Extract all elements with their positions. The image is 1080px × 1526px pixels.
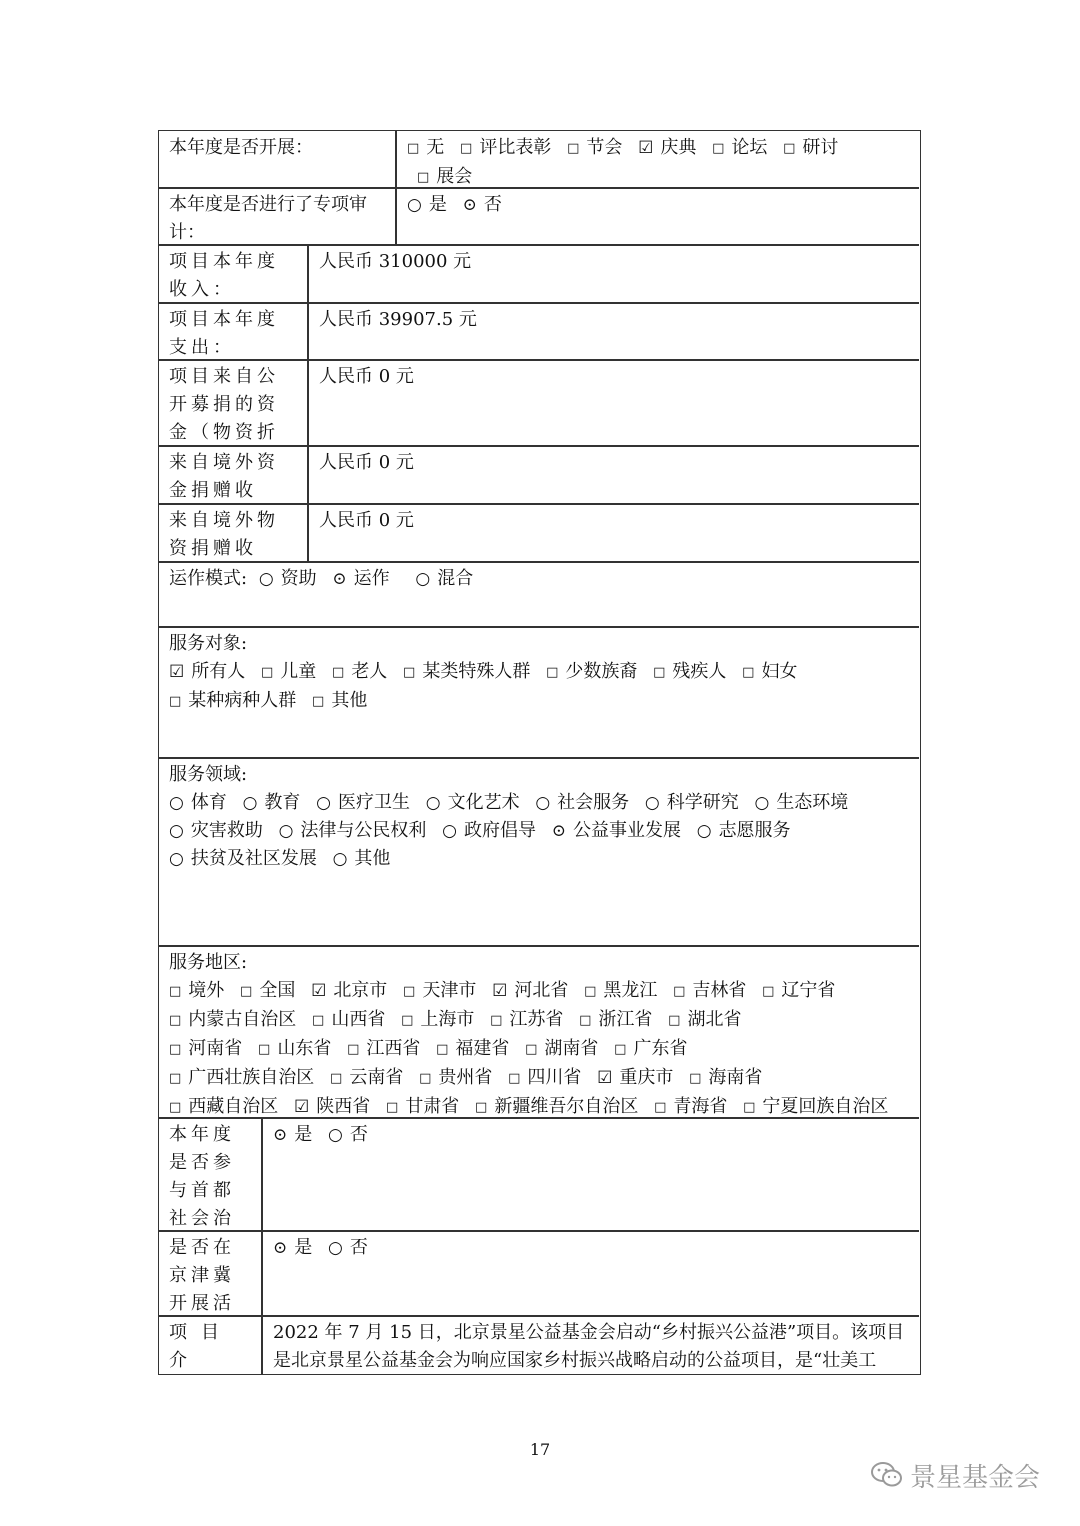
activities-options	[397, 131, 919, 187]
field-option[interactable]: ○ 法律与公民权利	[278, 820, 427, 841]
region-option[interactable]: □ 宁夏回族自治区	[743, 1096, 889, 1117]
region-option[interactable]: □ 新疆维吾尔自治区	[475, 1096, 639, 1117]
region-option[interactable]: □ 福建省	[436, 1038, 510, 1059]
page-number: 17	[529, 1440, 551, 1459]
region-option[interactable]: ☑ 河北省	[492, 980, 569, 1001]
region-option[interactable]: □ 上海市	[401, 1009, 475, 1030]
intro-text: 2022 年 7 月 15 日，北京景星公益基金会启动“乡村振兴公益港”项目。该项目是北京景星公益基金会为响应国家乡村振兴战略启动的公益项目，是“壮美工	[273, 1322, 905, 1371]
region-option[interactable]: □ 天津市	[403, 980, 477, 1001]
target-option[interactable]: □ 残疾人	[653, 661, 727, 682]
foreign-goods-label: 来自境外物资捐赠收	[169, 510, 279, 559]
service-fields-label: 服务领域:	[169, 764, 248, 785]
region-option[interactable]: □ 黑龙江	[584, 980, 658, 1001]
foreign-fund-label: 来自境外资金捐赠收	[169, 452, 279, 501]
region-option[interactable]: □ 山西省	[312, 1009, 386, 1030]
intro-label: 项目介	[169, 1322, 233, 1371]
region-option[interactable]: □ 山东省	[258, 1038, 332, 1059]
governance-yes-radio[interactable]: ⊙ 是	[273, 1124, 313, 1145]
region-option[interactable]: □ 海南省	[689, 1067, 763, 1088]
activity-option[interactable]: □ 展会	[417, 166, 473, 187]
public-fund-label: 项目来自公开募捐的资金（物资折	[169, 366, 279, 443]
operation-mode	[159, 562, 919, 626]
activity-option[interactable]: □ 无	[407, 137, 445, 158]
field-option[interactable]: ○ 社会服务	[535, 792, 630, 813]
region-option[interactable]: ☑ 陕西省	[294, 1096, 371, 1117]
field-option[interactable]: ○ 文化艺术	[425, 792, 520, 813]
service-targets-label: 服务对象:	[169, 633, 248, 654]
region-option[interactable]: □ 四川省	[508, 1067, 582, 1088]
activity-option[interactable]: □ 评比表彰	[460, 137, 552, 158]
region-option[interactable]: □ 广东省	[614, 1038, 688, 1059]
region-option[interactable]: □ 云南省	[330, 1067, 404, 1088]
service-regions-label: 服务地区:	[169, 952, 248, 973]
mode-option[interactable]: ○ 混合	[415, 568, 474, 589]
activities-label: 本年度是否开展：	[169, 137, 313, 158]
watermark	[870, 1455, 1060, 1495]
field-option[interactable]: ○ 科学研究	[644, 792, 739, 813]
target-option[interactable]: □ 少数族裔	[546, 661, 638, 682]
expense-value: 人民币 39907.5 元	[319, 309, 477, 330]
region-option[interactable]: □ 湖北省	[668, 1009, 742, 1030]
target-option[interactable]: □ 儿童	[260, 661, 317, 682]
operation-mode-label: 运作模式:	[169, 568, 248, 589]
jingjinji-no-radio[interactable]: ○ 否	[327, 1237, 368, 1258]
region-option[interactable]: ☑ 重庆市	[597, 1067, 674, 1088]
region-option[interactable]: □ 吉林省	[673, 980, 747, 1001]
service-regions	[159, 946, 919, 1117]
activity-option[interactable]: □ 研讨	[783, 137, 839, 158]
wechat-icon	[870, 1460, 904, 1490]
jingjinji-options	[263, 1231, 919, 1315]
region-option[interactable]: □ 西藏自治区	[169, 1096, 279, 1117]
region-option[interactable]: □ 湖南省	[525, 1038, 599, 1059]
field-option[interactable]: ○ 灾害救助	[169, 820, 263, 841]
field-option[interactable]: ○ 扶贫及社区发展	[169, 848, 317, 869]
target-option[interactable]: ☑ 所有人	[169, 661, 246, 682]
watermark-text: 景星基金会	[910, 1462, 1041, 1493]
governance-label: 本年度是否参与首都社会治	[169, 1124, 235, 1229]
target-option[interactable]: □ 老人	[332, 661, 388, 682]
activity-option[interactable]: □ 节会	[567, 137, 623, 158]
field-option[interactable]: ○ 志愿服务	[696, 820, 791, 841]
governance-options	[263, 1118, 919, 1230]
region-option[interactable]: □ 甘肃省	[386, 1096, 460, 1117]
foreign-goods-value: 人民币 0 元	[319, 510, 414, 531]
service-fields	[159, 758, 919, 945]
target-option[interactable]: □ 妇女	[742, 661, 798, 682]
service-targets	[159, 627, 919, 757]
region-option[interactable]: □ 广西壮族自治区	[169, 1067, 315, 1088]
region-option[interactable]: □ 辽宁省	[762, 980, 836, 1001]
region-option[interactable]: □ 河南省	[169, 1038, 243, 1059]
field-option[interactable]: ○ 生态环境	[754, 792, 849, 813]
region-option[interactable]: □ 境外	[169, 980, 225, 1001]
field-option[interactable]: ○ 其他	[332, 848, 391, 869]
mode-option[interactable]: ○ 资助	[258, 568, 317, 589]
governance-no-radio[interactable]: ○ 否	[327, 1124, 368, 1145]
income-value: 人民币 310000 元	[319, 251, 472, 272]
field-option[interactable]: ○ 教育	[242, 792, 301, 813]
jingjinji-yes-radio[interactable]: ⊙ 是	[273, 1237, 313, 1258]
foreign-fund-value: 人民币 0 元	[319, 452, 414, 473]
target-option[interactable]: □ 某种病种人群	[169, 690, 297, 711]
expense-label: 项目本年度支出：	[169, 309, 279, 358]
field-option[interactable]: ○ 政府倡导	[442, 820, 536, 841]
audit-no-radio[interactable]: ⊙ 否	[462, 194, 502, 215]
public-fund-value: 人民币 0 元	[319, 366, 414, 387]
mode-option[interactable]: ⊙ 运作	[332, 568, 390, 589]
region-option[interactable]: □ 江西省	[347, 1038, 421, 1059]
field-option[interactable]: ⊙ 公益事业发展	[551, 820, 681, 841]
activity-option[interactable]: □ 论坛	[712, 137, 768, 158]
field-option[interactable]: ○ 医疗卫生	[316, 792, 410, 813]
audit-yes-radio[interactable]: ○ 是	[407, 194, 447, 215]
region-option[interactable]: □ 内蒙古自治区	[169, 1009, 297, 1030]
region-option[interactable]: □ 青海省	[654, 1096, 728, 1117]
jingjinji-label: 是否在京津冀开展活	[169, 1237, 235, 1314]
target-option[interactable]: □ 其他	[312, 690, 368, 711]
audit-options	[397, 188, 919, 244]
target-option[interactable]: □ 某类特殊人群	[403, 661, 531, 682]
region-option[interactable]: □ 贵州省	[419, 1067, 493, 1088]
region-option[interactable]: □ 全国	[240, 980, 296, 1001]
income-label: 项目本年度收入：	[169, 251, 279, 300]
activity-option[interactable]: ☑ 庆典	[638, 137, 697, 158]
region-option[interactable]: ☑ 北京市	[311, 980, 388, 1001]
field-option[interactable]: ○ 体育	[169, 792, 227, 813]
region-option[interactable]: □ 江苏省	[490, 1009, 564, 1030]
project-info-table	[158, 130, 921, 1375]
audit-label: 本年度是否进行了专项审计：	[169, 194, 367, 243]
region-option[interactable]: □ 浙江省	[579, 1009, 653, 1030]
